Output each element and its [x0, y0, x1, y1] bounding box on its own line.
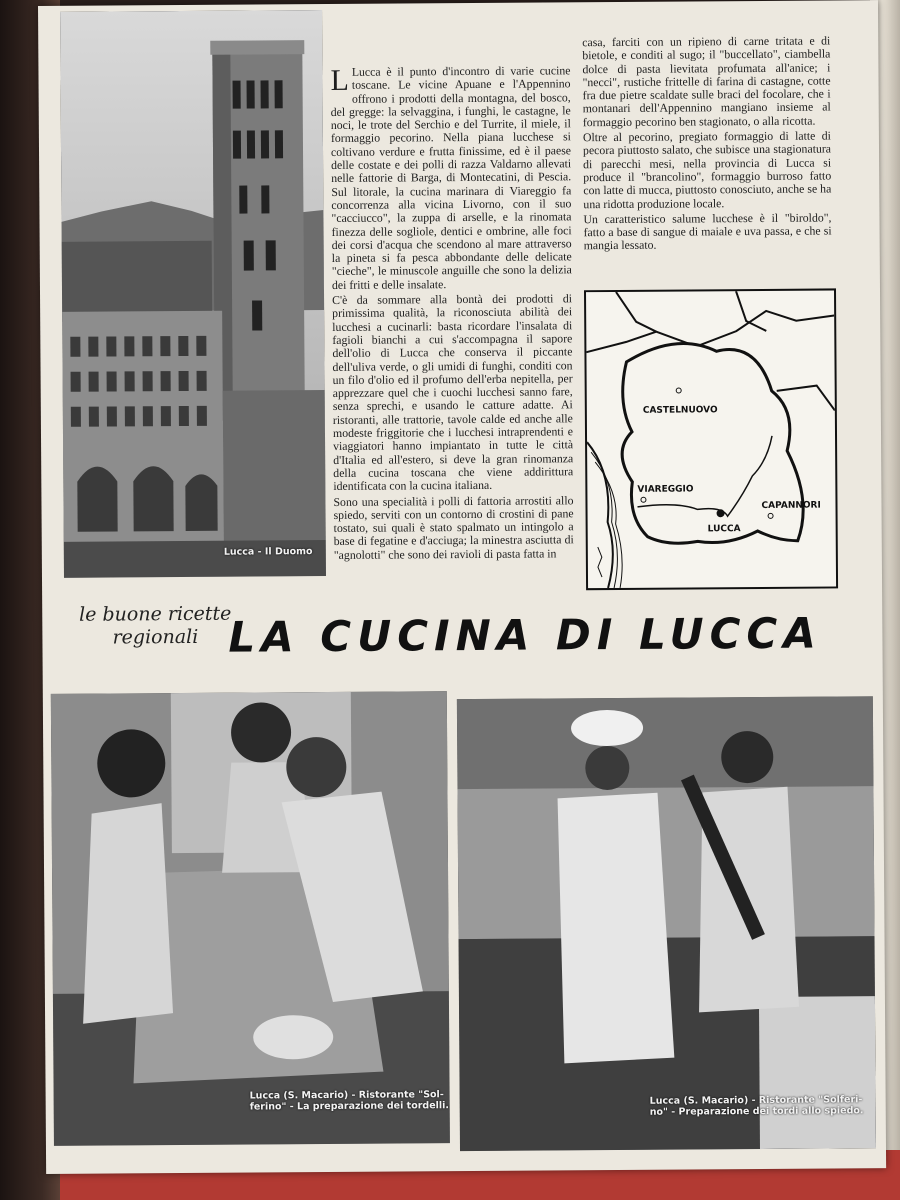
section-kicker [70, 603, 240, 650]
spiedo-caption-line-1: Lucca (S. Macario) - Ristorante "Solferi- [649, 1094, 863, 1107]
map-label-viareggio: VIAREGGIO [637, 484, 694, 495]
map-label-lucca: LUCCA [707, 524, 741, 535]
paragraph-1-text: Lucca è il punto d'incontro di varie cucine toscane. Le vicine Apuane e l'Appennino offrono i prodotti della montagna, del bosco, del gregge: la selvaggina, i funghi, le castagne, le noci, le trote del Serchio e del Turrite, il miele, il formaggio pecorino. Nella piana lucchese si coltivano verdure e frutta finissime, ed è il paese delle costate e dei polli di razza Valdarno allevati nelle fattorie di Barga, di Montecatini, di Pescia. Sul litorale, la cucina marinara di Viareggio fa concorrenza alla vicina Livorno, con il suo "cacciucco", la zuppa di arselle, e la rinomata finezza delle sogliole, dentici e ombrine, alle foci dei corsi d'acqua che scendono al mare attraverso la pineta si fa pesca abbondante delle delicate "cieche", le minuscole anguille che sono la delizia dei fritti e delle insalate. [330, 63, 572, 292]
map-label-castelnuovo: CASTELNUOVO [642, 405, 718, 416]
spiedo-caption [650, 1094, 864, 1117]
paragraph-6: Un caratteristico salume lucchese è il "biroldo", fatto a base di sangue di maiale e uva passa, e che si mangia lessato. [583, 210, 832, 253]
article-headline: LA CUCINA DI LUCCA [228, 608, 822, 662]
magazine-page [38, 0, 886, 1174]
paragraph-5: Oltre al pecorino, pregiato formaggio di latte di pecora piuttosto salato, che subisce una stagionatura di parecchi mesi, nella provincia di Lucca si produce il "brancolino", formaggio burroso fatto con latte di mucca, piuttosto conosciuto, anche se ha una ridotta produzione locale. [582, 128, 832, 211]
spiedo-illustration [457, 696, 876, 1151]
kicker-line-1: le buone ricette [79, 602, 232, 626]
tordelli-caption [250, 1089, 449, 1112]
paragraph-4: casa, farciti con un ripieno di carne tritata e di bietole, e conditi al sugo; il "buccellato", ciambella dolce di pasta lievitata profumata all'anice; i "necci", rustiche frittelle di farina di castagne, cotte fra due pietre scaldate sulle braci del focolare, che i montanari dell'Appennino mangiano insieme al formaggio pecorino ben stagionato, o alla ricotta. [582, 33, 831, 129]
tordelli-caption-line-2: ferino" - La preparazione dei tordelli. [249, 1100, 450, 1113]
drop-cap: L [330, 63, 349, 97]
kicker-line-2: regionali [112, 625, 199, 649]
map-graphic [586, 290, 836, 588]
tordelli-illustration [51, 691, 450, 1146]
duomo-illustration [60, 10, 326, 578]
duomo-photo [60, 10, 326, 578]
map-label-capannori: CAPANNORI [761, 500, 821, 511]
tordelli-photo [51, 691, 450, 1146]
article-column-1 [330, 64, 573, 564]
paragraph-3: Sono una specialità i polli di fattoria arrostiti allo spiedo, serviti con un contorno di crostini di pane tostato, sui quali è stato spalmato un intingolo a base di fegatine e d'acciuga; la minestra asciutta di "agnolotti" che sono dei ravioli di pasta fatta in [333, 492, 574, 562]
spiedo-photo [457, 696, 876, 1151]
article-column-2 [582, 34, 832, 254]
paragraph-2: C'è da sommare alla bontà dei prodotti di primissima qualità, la riconosciuta abilità dei lucchesi a cucinarli: basta ricordare l'insalata di fagioli bianchi a cui s'accompagna il sapore dell'olio di Lucca che conserva il piccante dell'uliva verde, o gli umidi di funghi, conditi con un filo d'olio ed il profumo dell'erba nepitella, per apprezzare quel che i cuochi lucchesi sanno fare, senza sprechi, e usando le catture adatte. Ai ristoranti, alle trattorie, tavole calde ed anche alle modeste friggitorie che i lucchesi intraprendenti e viaggiatori hanno impiantato in tutte le città d'Italia ed all'estero, si deve la gran rinomanza della cucina toscana che viene addirittura identificata con la cucina italiana. [332, 291, 574, 494]
tordelli-caption-line-1: Lucca (S. Macario) - Ristorante "Sol- [249, 1089, 444, 1102]
spiedo-caption-line-2: no" - Preparazione dei tordi allo spiedo. [649, 1105, 864, 1118]
duomo-caption: Lucca - Il Duomo [223, 546, 313, 558]
province-map [584, 288, 838, 590]
paragraph-1 [330, 64, 572, 292]
